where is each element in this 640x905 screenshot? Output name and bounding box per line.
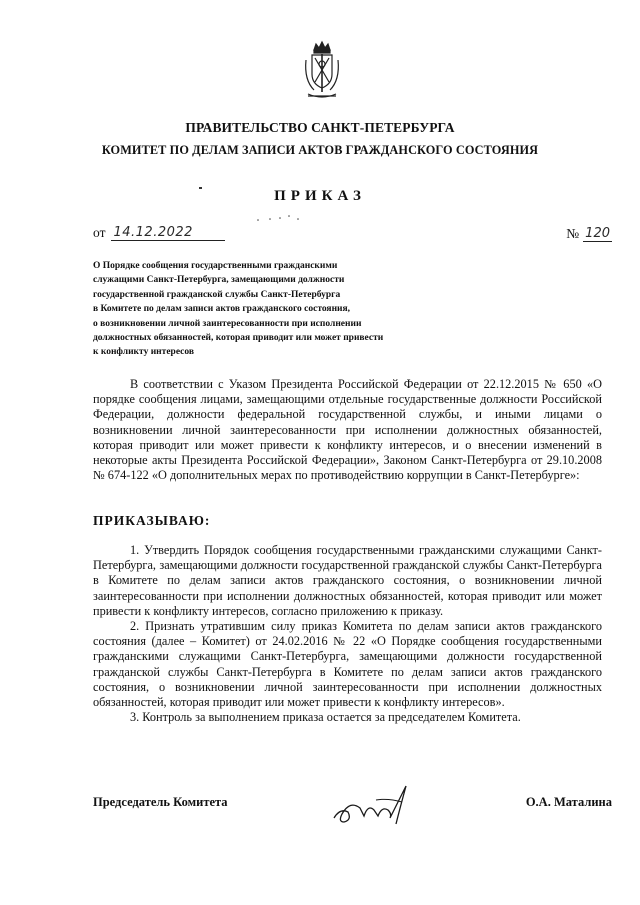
date-label: от: [93, 225, 106, 240]
signer-name: О.А. Маталина: [525, 795, 612, 809]
scan-mark: [199, 187, 202, 189]
subject-line: в Комитете по делам записи актов гражданского состояния,: [93, 304, 351, 315]
document-type-heading: ПРИКАЗ: [274, 188, 366, 204]
preamble-paragraph: В соответствии с Указом Президента Российской Федерации от 22.12.2015 № 650 «О порядке сообщения лицами, замещающими отдельные государственные должности Российской Федерации, должности федеральной государственной службы, и иными лицами о возникновении личной заинтересованности при исполнении должностных обязанностей, которая приводит или может привести к конфликту интересов, и о внесении изменений в некоторые акты Президента Российской Федерации», Законом Санкт-Петербурга от 29.10.2008 № 674-122 «О дополнительных мерах по противодействию коррупции в Санкт-Петербурге»:: [93, 377, 602, 483]
document-number: [566, 226, 612, 242]
document-subject: [93, 259, 443, 360]
decree-item: 3. Контроль за выполнением приказа остается за председателем Комитета.: [130, 710, 521, 725]
subject-line: к конфликту интересов: [93, 347, 195, 358]
decree-item: 1. Утвердить Порядок сообщения государственными гражданскими служащими Санкт-Петербурга, замещающими должности государственной гражданской службы Санкт-Петербурга в Комитете по делам записи актов гражданского состояния, о возникновении личной заинтересованности при исполнении должностных обязанностей, которая приводит или может привести к конфликту интересов, согласно приложению к приказу.: [93, 543, 602, 618]
signer-title: Председатель Комитета: [93, 795, 228, 809]
subject-line: О Порядке сообщения государственными гражданскими: [93, 261, 338, 271]
decree-items: [93, 543, 602, 725]
signature-icon: [330, 778, 420, 828]
organization-name: ПРАВИТЕЛЬСТВО САНКТ-ПЕТЕРБУРГА: [185, 120, 455, 135]
document-date: [93, 225, 225, 241]
coat-of-arms-icon: [300, 40, 344, 102]
decree-word: ПРИКАЗЫВАЮ:: [93, 513, 211, 528]
scan-dots: [256, 214, 306, 222]
number-value: 120: [585, 226, 610, 241]
subject-line: служащими Санкт-Петербурга, замещающими должности: [93, 275, 345, 286]
committee-name: КОМИТЕТ ПО ДЕЛАМ ЗАПИСИ АКТОВ ГРАЖДАНСКОГО СОСТОЯНИЯ: [101, 143, 539, 157]
decree-item: 2. Признать утратившим силу приказ Комитета по делам записи актов гражданского состояния (далее – Комитет) от 24.02.2016 № 22 «О Порядке сообщения государственными гражданскими служащими Санкт-Петербурга, замещающими должности государственной гражданской службы Санкт-Петербурга в Комитете по делам записи актов гражданского состояния, о возникновении личной заинтересованности при исполнении должностных обязанностей, которая приводит или может привести к конфликту интересов».: [93, 619, 602, 710]
subject-line: о возникновении личной заинтересованности при исполнении: [93, 318, 362, 329]
subject-line: должностных обязанностей, которая приводит или может привести: [93, 333, 384, 344]
number-label: №: [566, 226, 580, 241]
subject-line: государственной гражданской службы Санкт-Петербурга: [93, 289, 341, 300]
date-value: 14.12.2022: [111, 225, 225, 241]
